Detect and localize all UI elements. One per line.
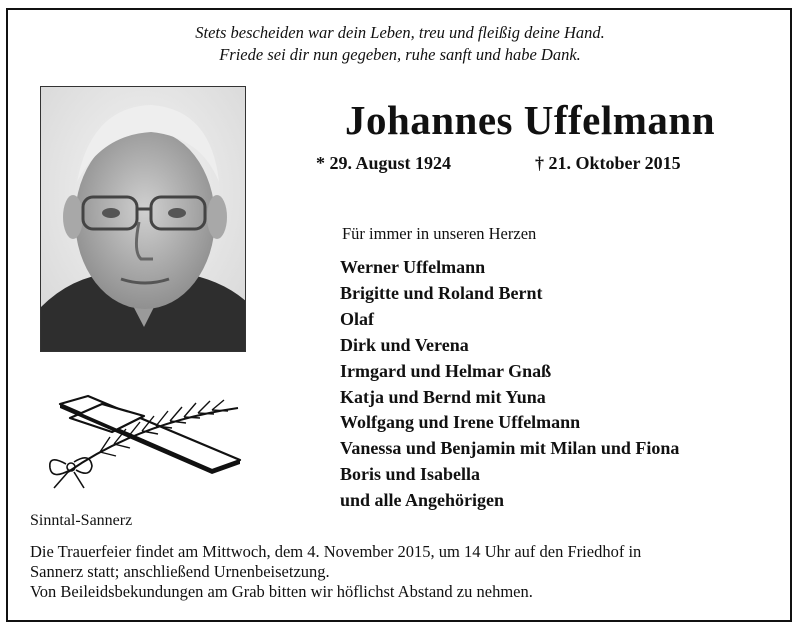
mourners-list	[340, 255, 679, 514]
notice-line-2: Sannerz statt; anschließend Urnenbeisetzung.	[30, 562, 330, 581]
death-date: † 21. Oktober 2015	[535, 153, 681, 173]
motto-line-1: Stets bescheiden war dein Leben, treu und fleißig deine Hand.	[195, 23, 605, 42]
list-item: Dirk und Verena	[340, 334, 469, 355]
mourners-intro: Für immer in unseren Herzen	[342, 224, 537, 243]
list-item: Irmgard und Helmar Gnaß	[340, 360, 552, 381]
list-item: und alle Angehörigen	[340, 490, 505, 511]
motto-verse	[0, 22, 800, 66]
cross-with-palm-icon	[40, 392, 250, 492]
list-item: Boris und Isabella	[340, 464, 481, 485]
list-item: Olaf	[340, 308, 374, 329]
birth-date: * 29. August 1924	[316, 153, 452, 173]
motto-line-2: Friede sei dir nun gegeben, ruhe sanft und habe Dank.	[219, 45, 581, 64]
place-name: Sinntal-Sannerz	[30, 512, 133, 529]
list-item: Brigitte und Roland Bernt	[340, 282, 543, 303]
notice-line-3: Von Beileidsbekundungen am Grab bitten wir höflichst Abstand zu nehmen.	[30, 582, 533, 601]
deceased-name: Johannes Uffelmann	[344, 97, 716, 143]
portrait-photo	[40, 86, 246, 352]
list-item: Werner Uffelmann	[340, 257, 486, 277]
list-item: Vanessa und Benjamin mit Milan und Fiona	[340, 438, 680, 459]
list-item: Wolfgang und Irene Uffelmann	[340, 412, 581, 433]
notice-line-1: Die Trauerfeier findet am Mittwoch, dem 4. November 2015, um 14 Uhr auf den Friedhof in	[30, 542, 642, 561]
list-item: Katja und Bernd mit Yuna	[340, 386, 546, 407]
funeral-notice	[30, 542, 780, 602]
